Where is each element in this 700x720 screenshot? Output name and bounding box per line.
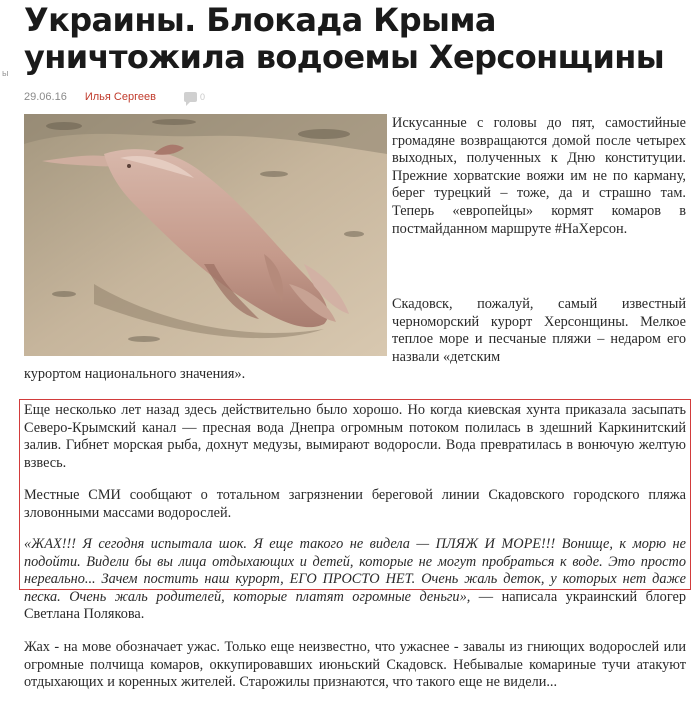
article-title: Украины. Блокада Крыма уничтожила водоемы Херсонщины [24, 1, 665, 76]
article-meta [24, 89, 205, 105]
paragraph-1: Искусанные с головы до пят, самостийные громадяне возвращаются домой после четырех выходных, полученных к Дню конституции. Прежние хорватские вояжи им не по карману, берег турецкий – тоже, да и страшно там. Теперь «европейцы» кормят комаров в постмайданном маршруте #НаХерсон. [392, 115, 686, 237]
comment-bubble-icon [184, 92, 197, 102]
publish-date: 29.06.16 [24, 91, 67, 103]
paragraph-2: Скадовск, пожалуй, самый известный черноморский курорт Херсонщины. Мелкое теплое море и песчаные пляжи – недаром его назвали «детским [392, 296, 686, 365]
blogger-quote [24, 536, 686, 624]
edge-fragment: ы [2, 68, 9, 78]
paragraph-6: Жах - на мове обозначает ужас. Только еще неизвестно, что ужаснее - завалы из гниющих водорослей или огромные полчища комаров, оккупировавших июньский Скадовск. Небывалые комариные тучи атакуют отдыхающих и коренных жителей. Старожилы признаются, что такого еще не видели... [24, 639, 686, 691]
author-link[interactable]: Илья Сергеев [84, 91, 156, 103]
paragraph-4: Местные СМИ сообщают о тотальном загрязнении береговой линии Скадовского городского пляжа зловонными массами водорослей. [24, 487, 686, 521]
dead-dolphin-on-beach-image [24, 114, 387, 356]
quote-attribution: — написала украинский блогер Светлана Полякова. [24, 588, 686, 623]
paragraph-3: Еще несколько лет назад здесь действительно было хорошо. Но когда киевская хунта приказала засыпать Северо-Крымский канал — пресная вода Днепра огромным потоком полилась в здешний Каркинитский залив. Гибнет морская рыба, дохнут медузы, вымирают водоросли. Вода превратилась в вонючую желтую взвесь. [24, 402, 686, 471]
quote-text: «ЖАХ!!! Я сегодня испытала шок. Я еще такого не видела — ПЛЯЖ И МОРЕ!!! Вонище, к морю не подойти. Видели бы вы лица отдыхающих и детей, которые не могут пробраться к воде. Это просто нереально... Зачем постить наш курорт, ЕГО ПРОСТО НЕТ. Очень жаль деток, у которых нет даже песка. Очень жаль родителей, которые платят огромные деньги», [24, 536, 686, 605]
article-photo [24, 114, 387, 356]
comment-count: 0 [199, 92, 205, 102]
comments-link[interactable] [184, 92, 205, 102]
paragraph-2-continued: курортом национального значения». [24, 366, 246, 382]
